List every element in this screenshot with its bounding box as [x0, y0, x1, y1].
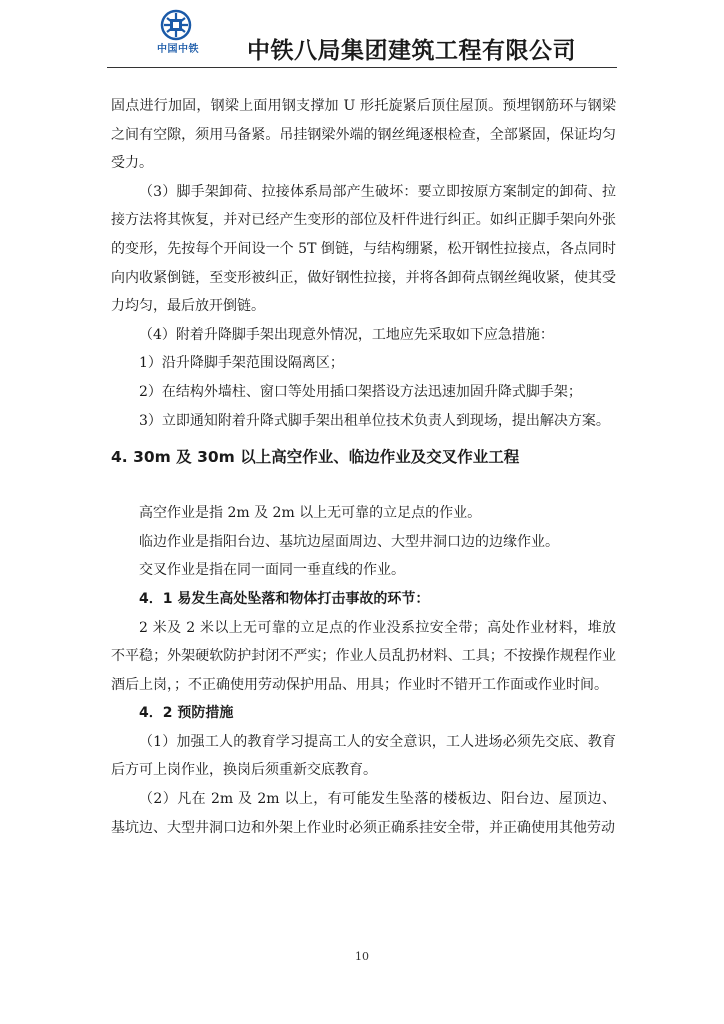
page-number: 10 [355, 950, 369, 963]
paragraph: （3）脚手架卸荷、拉接体系局部产生破坏：要立即按原方案制定的卸荷、拉接方法将其恢复，并对已经产生变形的部位及杆件进行纠正。如纠正脚手架向外张的变形，先按每个开间设一个 5T 倒链，与结构绷紧，松开钢性拉接点，各点同时向内收紧倒链，至变形被纠正，做好钢性拉接，并将各卸荷点钢丝绳收紧，使其受力均匀，最后放开倒链。 [111, 183, 616, 315]
list-item: 3）立即通知附着升降式脚手架出租单位技术负责人到现场，提出解决方案。 [139, 412, 610, 429]
list-item: 2）在结构外墙柱、窗口等处用插口架搭设方法迅速加固升降式脚手架； [139, 383, 582, 400]
paragraph: 2 米及 2 米以上无可靠的立足点的作业没系拉安全带；高处作业材料，堆放不平稳；外架硬软防护封闭不严实；作业人员乱扔材料、工具；不按操作规程作业酒后上岗，；不正确使用劳动保护用品、用具；作业时不错开工作面或作业时间。 [111, 619, 616, 693]
paragraph: （2）凡在 2m 及 2m 以上，有可能发生坠落的楼板边、阳台边、屋顶边、基坑边、大型井洞口边和外架上作业时必须正确系挂安全带，并正确使用其他劳动 [111, 791, 616, 836]
section-heading: 4. 30m 及 30m 以上高空作业、临边作业及交叉作业工程 [111, 448, 520, 467]
header-divider [107, 67, 617, 68]
paragraph: 交叉作业是指在同一面同一垂直线的作业。 [139, 562, 405, 579]
logo-text: 中国中铁 [157, 44, 199, 55]
paragraph: 高空作业是指 2m 及 2m 以上无可靠的立足点的作业。 [139, 505, 482, 522]
paragraph: （1）加强工人的教育学习提高工人的安全意识，工人进场必须先交底、教育后方可上岗作业，换岗后须重新交底教育。 [111, 733, 616, 779]
page-header [0, 0, 724, 72]
company-name: 中铁八局集团建筑工程有限公司 [247, 38, 576, 64]
list-item: 1）沿升降脚手架范围设隔离区； [139, 355, 344, 372]
paragraph: （4）附着升降脚手架出现意外情况，工地应先采取如下应急措施： [139, 326, 554, 343]
paragraph: 临边作业是指阳台边、基坑边屋面周边、大型井洞口边的边缘作业。 [139, 533, 559, 550]
paragraph: 固点进行加固，钢梁上面用钢支撑加 U 形托旋紧后顶住屋顶。预埋钢筋环与钢梁之间有空隙，须用马备紧。吊挂钢梁外端的钢丝绳逐根检查，全部紧固，保证均匀受力。 [111, 98, 616, 172]
subsection-heading: 4．2 预防措施 [139, 705, 234, 722]
document-body [111, 92, 616, 842]
subsection-heading: 4．1 易发生高处坠落和物体打击事故的环节： [139, 590, 430, 607]
